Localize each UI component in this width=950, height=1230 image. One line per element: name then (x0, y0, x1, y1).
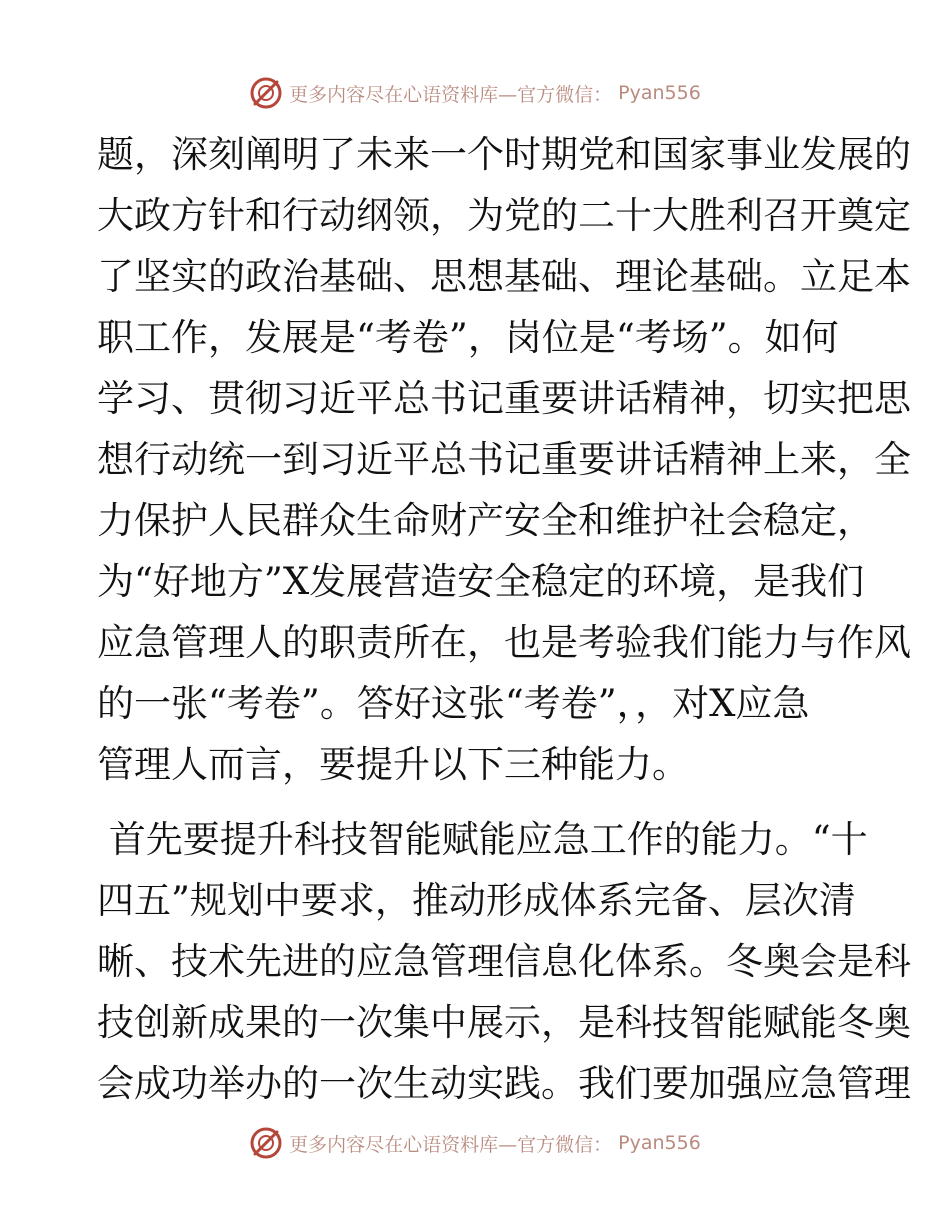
watermark-footer (0, 1126, 950, 1160)
text-line: 学习、贯彻习近平总书记重要讲话精神，切实把思 (97, 377, 911, 420)
text-line: 会成功举办的一次生动实践。我们要加强应急管理 (97, 1062, 911, 1105)
text-line: 了坚实的政治基础、思想基础、理论基础。立足本 (97, 255, 911, 298)
text-line: 管理人而言，要提升以下三种能力。 (97, 743, 689, 786)
paragraph-1 (97, 124, 911, 795)
watermark-handle: Pyan556 (618, 1132, 701, 1154)
text-line: 职工作，发展是“考卷”，岗位是“考场”。如何 (97, 316, 839, 359)
text-line: 晰、技术先进的应急管理信息化体系。冬奥会是科 (97, 940, 911, 983)
text-line: 首先要提升科技智能赋能应急工作的能力。“十 (97, 818, 868, 861)
watermark-handle: Pyan556 (618, 82, 701, 104)
text-line: 想行动统一到习近平总书记重要讲话精神上来，全 (97, 438, 911, 481)
watermark-text: 更多内容尽在心语资料库—官方微信： (289, 83, 613, 106)
watermark-header (0, 76, 950, 110)
text-line: 应急管理人的职责所在，也是考验我们能力与作风 (97, 621, 911, 664)
watermark-text: 更多内容尽在心语资料库—官方微信： (289, 1133, 613, 1156)
text-line: 四五”规划中要求，推动形成体系完备、层次清 (97, 879, 856, 922)
document-body (97, 124, 911, 1114)
paragraph-2 (97, 809, 911, 1114)
text-line: 力保护人民群众生命财产安全和维护社会稳定， (97, 499, 874, 542)
text-line: 大政方针和行动纲领，为党的二十大胜利召开奠定 (97, 194, 911, 237)
text-line: 为“好地方”X发展营造安全稳定的环境，是我们 (97, 560, 865, 603)
text-line: 技创新成果的一次集中展示，是科技智能赋能冬奥 (97, 1001, 911, 1044)
text-line: 的一张“考卷”。答好这张“考卷”，，对X应急 (97, 682, 810, 725)
paragraph-gap (97, 795, 857, 809)
watermark-logo-icon (249, 76, 283, 110)
watermark-logo-icon (249, 1126, 283, 1160)
text-line: 题，深刻阐明了未来一个时期党和国家事业发展的 (97, 133, 911, 176)
